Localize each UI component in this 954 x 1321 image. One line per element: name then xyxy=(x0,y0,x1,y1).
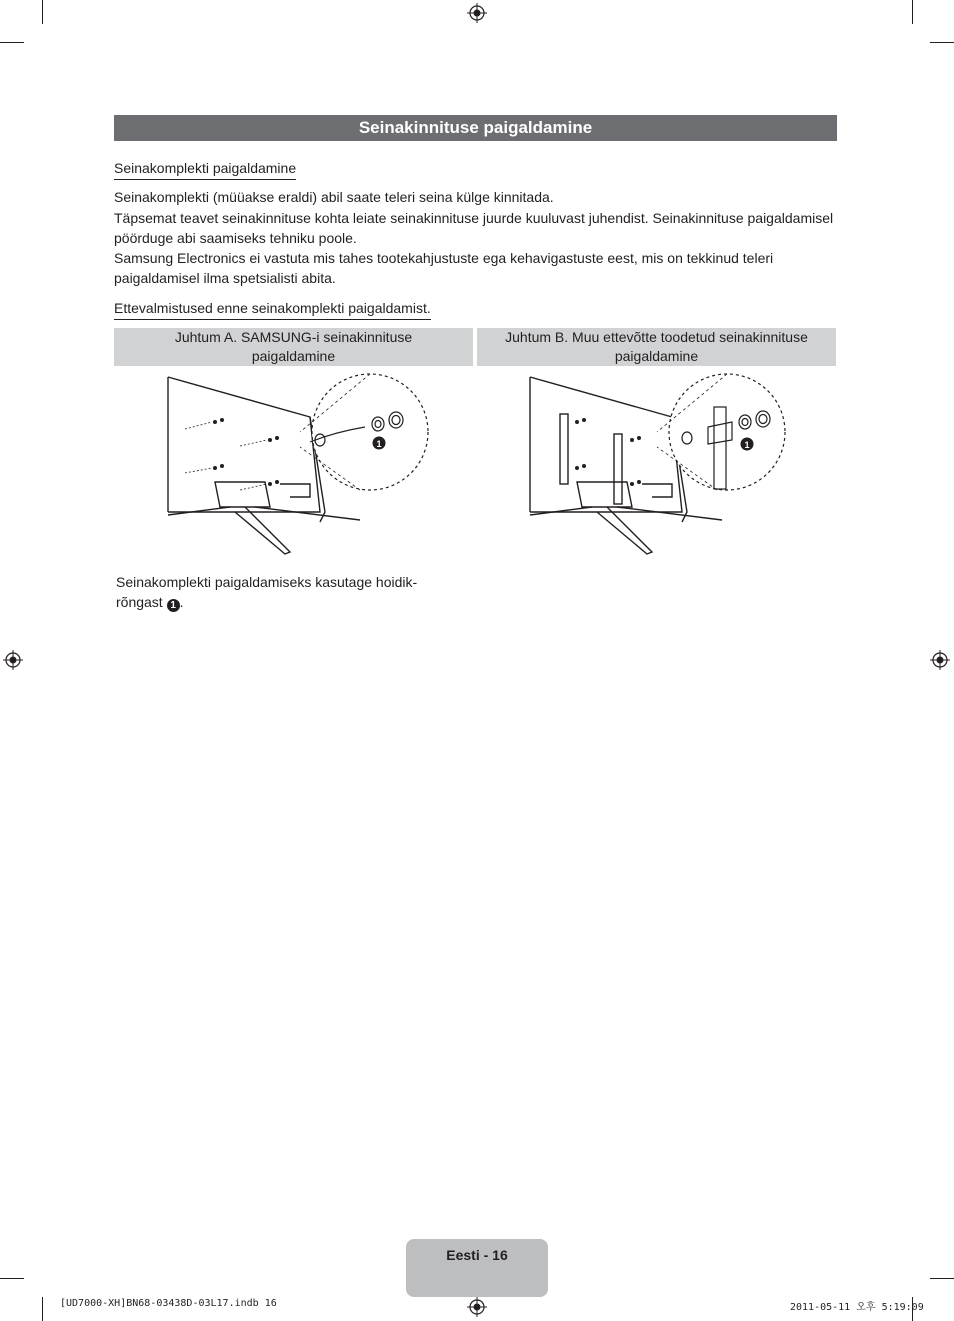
case-a-heading: Juhtum A. SAMSUNG-i seinakinnituse paigaldamine xyxy=(114,328,473,366)
wallkit-paragraph: Täpsemat teavet seinakinnituse kohta leiate seinakinnituse juurde kuuluvast juhendist. Seinakinnituse paigaldamisel pöörduge abi saamiseks tehniku poole. xyxy=(114,210,834,246)
tv-back-samsung-mount-illustration xyxy=(160,372,430,557)
registration-mark-icon xyxy=(467,3,487,23)
callout-number: 1 xyxy=(744,440,750,450)
crop-mark xyxy=(42,0,43,24)
caption-text: Seinakomplekti paigaldamiseks kasutage hoidikrõngast xyxy=(116,574,418,610)
date-slug: 2011-05-11 오후 5:19:09 xyxy=(790,1302,924,1313)
crop-mark xyxy=(912,0,913,24)
caption-end: . xyxy=(179,594,184,610)
tv-back-other-mount-illustration xyxy=(522,372,792,557)
wallkit-heading: Seinakomplekti paigaldamine xyxy=(114,159,296,180)
callout-badge: 1 xyxy=(167,599,180,612)
registration-mark-icon xyxy=(930,650,950,670)
wallkit-paragraph: Samsung Electronics ei vastuta mis tahes tootekahjustuste ega kehavigastuste eest, mis on tekkinud teleri paigaldamisel ilma spetsialisti abita. xyxy=(114,250,774,286)
page-label: Eesti - 16 xyxy=(446,1247,508,1263)
crop-mark xyxy=(0,42,24,43)
prep-heading: Ettevalmistused enne seinakomplekti paigaldamist. xyxy=(114,299,431,320)
registration-mark-icon xyxy=(467,1297,487,1317)
page-number-tab xyxy=(406,1239,548,1297)
crop-mark xyxy=(930,1278,954,1279)
crop-mark xyxy=(930,42,954,43)
wallkit-paragraph: Seinakomplekti (müüakse eraldi) abil saate teleri seina külge kinnitada. xyxy=(114,189,554,205)
case-b-heading: Juhtum B. Muu ettevõtte toodetud seinakinnituse paigaldamine xyxy=(477,328,836,366)
crop-mark xyxy=(42,1297,43,1321)
file-slug: [UD7000-XH]BN68-03438D-03L17.indb 16 xyxy=(60,1298,277,1309)
section-title: Seinakinnituse paigaldamine xyxy=(114,115,837,141)
illustration-caption xyxy=(116,572,446,612)
registration-mark-icon xyxy=(3,650,23,670)
callout-number: 1 xyxy=(376,439,382,449)
crop-mark xyxy=(0,1278,24,1279)
